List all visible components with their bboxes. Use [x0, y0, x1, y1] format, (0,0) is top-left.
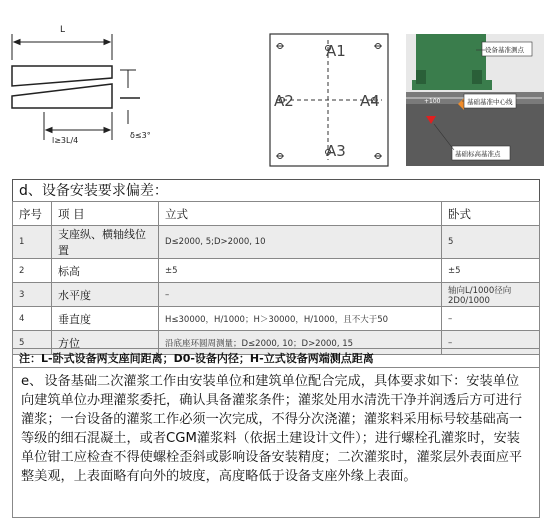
row-item: 方位	[52, 331, 159, 355]
row-no: 2	[13, 259, 52, 283]
deviation-table	[12, 201, 540, 355]
base-reference-figure	[402, 0, 551, 178]
section-d-heading: d、设备安装要求偏差：	[12, 179, 540, 201]
row-no: 1	[13, 226, 52, 259]
header-vertical: 立式	[159, 202, 442, 226]
dim-label-L: L	[60, 25, 66, 35]
table-note: 注：L-卧式设备两支座间距离；D0-设备内径；H-立式设备两端测点距离	[12, 348, 540, 368]
azimuth-plate-figure	[262, 0, 396, 178]
callout-center-line: 基础基准中心线	[467, 98, 513, 106]
elevation-label: +100	[424, 98, 441, 105]
row-horizontal: –	[442, 331, 540, 355]
row-no: 5	[13, 331, 52, 355]
row-item: 支座纵、横轴线位置	[52, 226, 159, 259]
row-horizontal: ±5	[442, 259, 540, 283]
row-item: 水平度	[52, 283, 159, 307]
row-horizontal: –	[442, 307, 540, 331]
label-a3: A3	[326, 142, 346, 160]
dim-label-angle: δ≤3°	[130, 131, 151, 140]
row-vertical: 沿底座环圆周测量；D≤2000, 10；D>2000, 15	[159, 331, 442, 355]
table-row	[13, 283, 540, 307]
row-vertical: H≤30000，H/1000；H＞30000，H/1000，且不大于50	[159, 307, 442, 331]
header-item: 项 目	[52, 202, 159, 226]
row-horizontal: 轴向L/1000径向2D0/1000	[442, 283, 540, 307]
row-no: 3	[13, 283, 52, 307]
section-e-label: e、	[21, 374, 43, 389]
label-a4: A4	[360, 92, 380, 110]
row-vertical: ±5	[159, 259, 442, 283]
section-e-paragraph	[12, 368, 540, 518]
row-vertical: D≤2000, 5;D>2000, 10	[159, 226, 442, 259]
label-a2: A2	[274, 92, 294, 110]
shim-dimension-figure	[0, 0, 170, 178]
table-row	[13, 226, 540, 259]
row-item: 标高	[52, 259, 159, 283]
row-vertical: –	[159, 283, 442, 307]
row-no: 4	[13, 307, 52, 331]
row-horizontal: 5	[442, 226, 540, 259]
label-a1: A1	[326, 42, 346, 60]
header-no: 序号	[13, 202, 52, 226]
table-row	[13, 307, 540, 331]
table-header-row	[13, 202, 540, 226]
callout-equipment-point: 设备基准测点	[485, 46, 524, 54]
header-horizontal: 卧式	[442, 202, 540, 226]
row-item: 垂直度	[52, 307, 159, 331]
dim-label-l: l≥3L/4	[52, 136, 79, 145]
section-e-text: 设备基础二次灌浆工作由安装单位和建筑单位配合完成，具体要求如下：安装单位向建筑单位办理灌浆委托，确认具备灌浆条件；灌浆处用水清洗干净并润透后方可进行灌浆；一台设备的灌浆工作必须一次完成，不得分次浇灌；灌浆料采用标号较基础高一等级的细石混凝土，或者CGM灌浆料（依据土建设计文件）；进行螺栓孔灌浆时，安装单位钳工应检查不得使螺栓歪斜或影响设备安装精度；二次灌浆时，灌浆层外表面应平整美观，上表面略有向外的坡度，高度略低于设备支座外缘上表面。	[21, 374, 523, 484]
callout-elevation-point: 基础标高基准点	[455, 150, 501, 158]
figures-strip	[0, 0, 551, 178]
table-row	[13, 259, 540, 283]
